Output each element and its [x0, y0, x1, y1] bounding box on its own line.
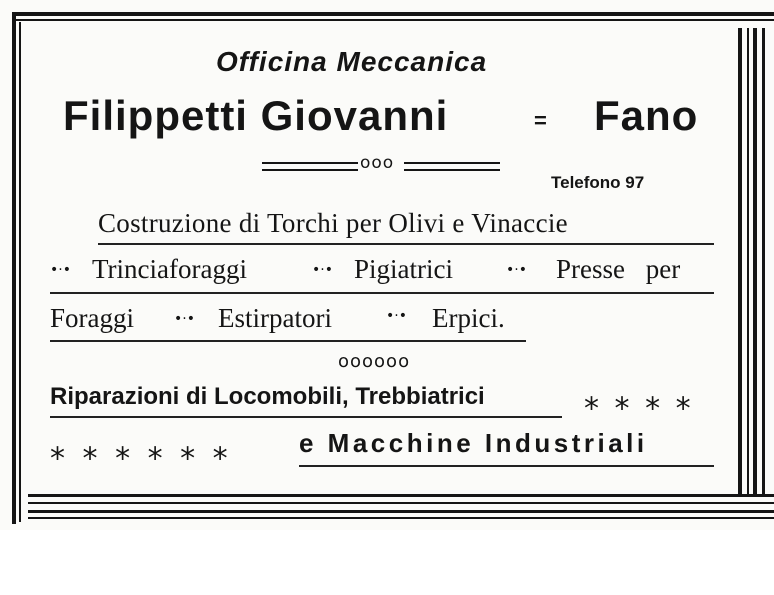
top-border-thick — [14, 12, 774, 16]
item-pigiatrici: Pigiatrici — [354, 254, 453, 284]
bullet: •·• — [312, 262, 333, 278]
bottom-border-4 — [28, 517, 774, 519]
telephone: Telefono 97 — [551, 173, 645, 192]
line2-underline — [50, 292, 714, 294]
line3-underline — [50, 340, 526, 342]
item-foraggi: Foraggi — [50, 303, 134, 333]
line4-underline — [50, 416, 562, 418]
bottom-border-1 — [28, 494, 774, 497]
right-border-2 — [747, 28, 749, 494]
bullet: •·• — [50, 262, 71, 278]
bottom-border-2 — [28, 502, 774, 504]
line-torchi-underline — [98, 243, 714, 245]
divider-ornament: ooo — [360, 153, 395, 173]
top-border-thin — [14, 19, 774, 21]
bottom-border-3 — [28, 510, 774, 513]
item-erpici: Erpici. — [432, 303, 505, 333]
name-separator: = — [534, 108, 547, 133]
stars-right: ⁎ ⁎ ⁎ ⁎ — [584, 382, 694, 417]
bullet: •·• — [174, 311, 195, 327]
line-macchine: e Macchine Industriali — [299, 428, 648, 458]
divider-right-bottom — [404, 169, 500, 171]
city-name: Fano — [594, 92, 699, 139]
divider-left-bottom — [262, 169, 358, 171]
company-name: Filippetti Giovanni — [63, 92, 449, 139]
right-border-3 — [753, 28, 757, 494]
left-border-thin — [19, 22, 21, 522]
bullet: •·• — [386, 308, 407, 324]
ornament-circles: oooooo — [338, 351, 411, 372]
stars-left: ⁎ ⁎ ⁎ ⁎ ⁎ ⁎ — [50, 432, 232, 467]
left-border — [12, 12, 16, 524]
divider-right-top — [404, 162, 500, 164]
item-presse-per: Presse per — [556, 254, 681, 284]
bullet: •·• — [506, 262, 527, 278]
right-border-1 — [738, 28, 742, 494]
line-riparazioni: Riparazioni di Locomobili, Trebbiatrici — [50, 383, 485, 410]
line5-underline — [299, 465, 714, 467]
right-border-4 — [762, 28, 765, 494]
line-torchi: Costruzione di Torchi per Olivi e Vinaccie — [98, 208, 568, 238]
subtitle: Officina Meccanica — [216, 46, 488, 77]
item-trinciaforaggi: Trinciaforaggi — [92, 254, 247, 284]
item-estirpatori: Estirpatori — [218, 303, 332, 333]
divider-left-top — [262, 162, 358, 164]
